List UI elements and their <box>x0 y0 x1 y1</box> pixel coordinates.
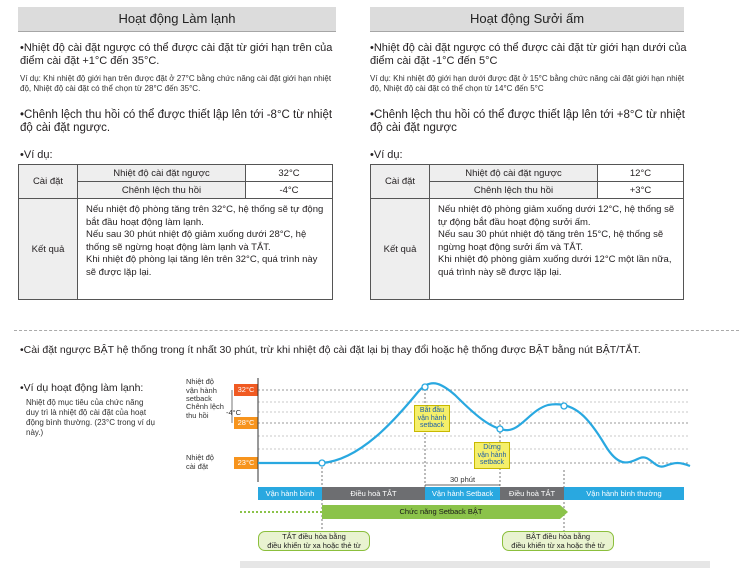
bottom-strip <box>240 561 710 568</box>
heat-setting-label: Cài đặt <box>371 165 430 199</box>
label-recovery-diff: Chênh lệch thu hồi <box>186 402 224 420</box>
cool-setting-label: Cài đặt <box>19 165 78 199</box>
cool-example-label: •Ví dụ: <box>20 149 53 161</box>
heat-row2-value: +3°C <box>598 182 684 199</box>
heat-bullet-range: •Nhiệt độ cài đặt ngược có thể được cài đặt từ giới hạn dưới của điểm cài đặt -1°C đến 5°C <box>370 42 687 67</box>
cool-row2-value: -4°C <box>246 182 333 199</box>
function-bar-label: Chức năng Setback BẬT <box>399 507 483 516</box>
heat-bullet-recovery: •Chênh lệch thu hồi có thể được thiết lập lên tới +8°C từ nhiệt độ cài đặt ngược <box>370 109 685 134</box>
bubble-remote-on: BẬT điều hòa bằng điều khiển từ xa hoặc thẻ từ <box>502 531 614 551</box>
bar-off-2: Điều hoà TẮT <box>500 487 564 500</box>
callout-setback-stop: Dừng vận hành setback <box>474 442 510 469</box>
bar-normal-2: Vận hành bình thường <box>564 487 684 500</box>
cool-example-heading: •Ví dụ hoạt động làm lạnh: <box>20 382 144 394</box>
heat-title: Hoạt động Sưởi ấm <box>370 7 684 32</box>
bar-normal-1: Vận hành bình thường <box>258 487 322 500</box>
bar-setback: Vận hành Setback <box>425 487 500 500</box>
label-30-min: 30 phút <box>450 475 476 484</box>
setback-note: •Cài đặt ngược BẬT hệ thống trong ít nhất 30 phút, trừ khi nhiệt độ cài đặt lại bị thay đổi hoặc hệ thống được BẬT bằng nút BẬT/TẮT. <box>20 344 641 356</box>
badge-32: 32°C <box>234 384 258 396</box>
heat-example-label: •Ví dụ: <box>370 149 403 161</box>
heat-row1-value: 12°C <box>598 165 684 182</box>
cool-bullet-recovery: •Chênh lệch thu hồi có thể được thiết lập lên tới -8°C từ nhiệt độ cài đặt ngược. <box>20 109 333 134</box>
cool-bullet-range: •Nhiệt độ cài đặt ngược có thể được cài đặt từ giới hạn trên của điểm cài đặt +1°C đến 35°C. <box>20 42 333 67</box>
heat-row1-label: Nhiệt độ cài đặt ngược <box>430 165 598 182</box>
label-setback-temp: Nhiệt độ vận hành setback <box>186 377 217 403</box>
heat-result-text: Nếu nhiệt độ phòng giảm xuống dưới 12°C, hệ thống sẽ tự động bắt đầu hoạt động sưởi ấm. Nếu sau 30 phút nhiệt độ tăng trên 15°C, hệ thống sẽ ngừng hoạt động sưởi ấm và TẮT. Khi nhiệt độ phòng giảm xuống dưới 12°C một lần nữa, quá trình này sẽ được lặp lại. <box>430 199 684 300</box>
cool-result-text: Nếu nhiệt độ phòng tăng trên 32°C, hệ thống sẽ tự động bắt đầu hoạt động làm lạnh. Nếu sau 30 phút nhiệt độ giảm xuống dưới 28°C, hệ thống sẽ ngừng hoạt động làm lạnh và TẮT. Khi nhiệt độ phòng lại tăng lên trên 32°C, quá trình này sẽ được lặp lại. <box>78 199 333 300</box>
heat-row2-label: Chênh lệch thu hồi <box>430 182 598 199</box>
label-minus4: -4°C <box>226 408 242 417</box>
heat-result-label: Kết quả <box>371 199 430 300</box>
label-setpoint: Nhiệt độ cài đặt <box>186 453 214 471</box>
cool-row1-value: 32°C <box>246 165 333 182</box>
badge-23: 23°C <box>234 457 258 469</box>
cool-title: Hoạt động Làm lạnh <box>18 7 336 32</box>
callout-setback-start: Bắt đầu vận hành setback <box>414 405 450 432</box>
badge-28: 28°C <box>234 417 258 429</box>
cool-example-desc: Nhiệt độ mục tiêu của chức năng duy trì là nhiệt độ cài đặt của hoạt động bình thường. (23°C trong ví dụ này.) <box>26 398 155 437</box>
cool-example-note: Ví dụ: Khi nhiệt độ giới hạn trên được đặt ở 27°C bằng chức năng cài đặt giới hạn nhiệt độ, Nhiệt độ cài đặt có thể chọn từ 28°C đến 35°C. <box>20 74 332 93</box>
heat-example-note: Ví dụ: Khi nhiệt độ giới hạn dưới được đặt ở 15°C bằng chức năng cài đặt giới hạn nhiệt độ, Nhiệt độ cài đặt có thể chọn từ 14°C đến 5°C <box>370 74 685 93</box>
cool-row1-label: Nhiệt độ cài đặt ngược <box>78 165 246 182</box>
bubble-remote-off: TẮT điều hòa bằng điều khiển từ xa hoặc thẻ từ <box>258 531 370 551</box>
cool-result-label: Kết quả <box>19 199 78 300</box>
cool-row2-label: Chênh lệch thu hồi <box>78 182 246 199</box>
bar-off-1: Điều hoà TẮT <box>322 487 425 500</box>
